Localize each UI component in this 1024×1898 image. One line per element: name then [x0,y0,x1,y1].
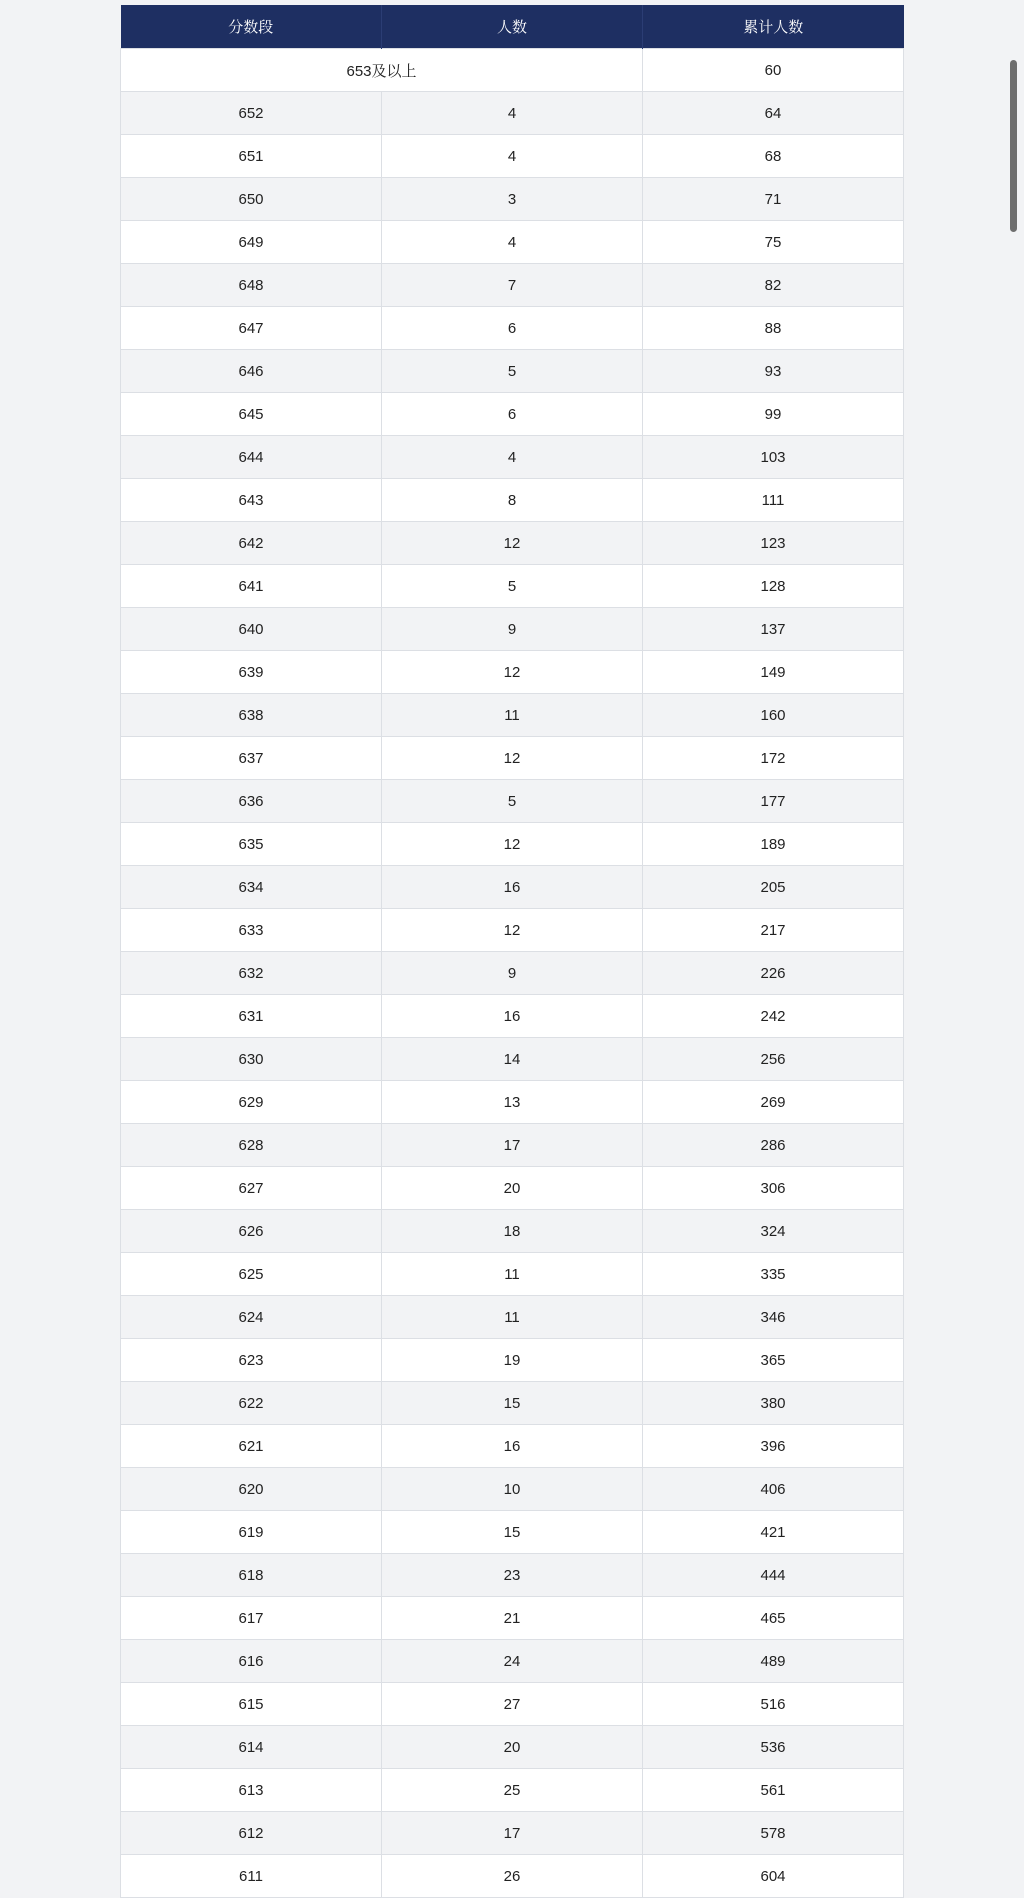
cell-cumulative: 189 [643,823,904,866]
cell-cumulative: 137 [643,608,904,651]
cell-cumulative: 64 [643,92,904,135]
cell-count: 4 [382,436,643,479]
cell-count: 23 [382,1554,643,1597]
cell-cumulative: 335 [643,1253,904,1296]
table-row [121,178,904,221]
cell-count: 6 [382,307,643,350]
cell-score: 612 [121,1812,382,1855]
cell-cumulative: 149 [643,651,904,694]
cell-score: 615 [121,1683,382,1726]
cell-score: 631 [121,995,382,1038]
cell-score: 645 [121,393,382,436]
table-row [121,1511,904,1554]
cell-score: 639 [121,651,382,694]
table-row [121,565,904,608]
cell-count: 12 [382,737,643,780]
table-row [121,436,904,479]
cell-count: 16 [382,866,643,909]
cell-score: 633 [121,909,382,952]
cell-cumulative: 324 [643,1210,904,1253]
cell-count: 16 [382,995,643,1038]
cell-count: 4 [382,221,643,264]
cell-cumulative: 88 [643,307,904,350]
table-body [121,49,904,1898]
cell-count: 25 [382,1769,643,1812]
cell-count: 9 [382,952,643,995]
table-row [121,307,904,350]
cell-score: 620 [121,1468,382,1511]
cell-score: 641 [121,565,382,608]
cell-cumulative: 444 [643,1554,904,1597]
cell-count: 6 [382,393,643,436]
table-row [121,651,904,694]
cell-score: 624 [121,1296,382,1339]
cell-count: 16 [382,1425,643,1468]
table-row [121,1640,904,1683]
cell-score: 640 [121,608,382,651]
cell-score: 634 [121,866,382,909]
cell-count: 12 [382,909,643,952]
cell-count: 5 [382,780,643,823]
table-row [121,737,904,780]
score-distribution-table [120,5,904,1898]
cell-cumulative: 380 [643,1382,904,1425]
table-row [121,1554,904,1597]
cell-cumulative: 128 [643,565,904,608]
cell-score: 644 [121,436,382,479]
cell-count: 17 [382,1124,643,1167]
cell-cumulative: 604 [643,1855,904,1898]
cell-count: 11 [382,1296,643,1339]
cell-count: 27 [382,1683,643,1726]
cell-score-top: 653及以上 [121,49,643,92]
cell-score: 632 [121,952,382,995]
table-row [121,1081,904,1124]
table-row [121,866,904,909]
table-row [121,135,904,178]
table-row [121,1468,904,1511]
cell-score: 613 [121,1769,382,1812]
cell-score: 636 [121,780,382,823]
table-row [121,995,904,1038]
table-row [121,1769,904,1812]
table-row [121,1382,904,1425]
table-row [121,1253,904,1296]
cell-cumulative: 205 [643,866,904,909]
cell-count: 11 [382,694,643,737]
cell-cumulative: 111 [643,479,904,522]
table-row [121,608,904,651]
cell-cumulative-top: 60 [643,49,904,92]
cell-score: 630 [121,1038,382,1081]
cell-count: 4 [382,135,643,178]
cell-score: 627 [121,1167,382,1210]
table-row [121,1683,904,1726]
cell-count: 19 [382,1339,643,1382]
cell-count: 14 [382,1038,643,1081]
cell-score: 635 [121,823,382,866]
cell-cumulative: 177 [643,780,904,823]
cell-cumulative: 536 [643,1726,904,1769]
cell-cumulative: 172 [643,737,904,780]
cell-cumulative: 217 [643,909,904,952]
table-header-row [121,5,904,49]
cell-count: 21 [382,1597,643,1640]
cell-score: 628 [121,1124,382,1167]
cell-count: 3 [382,178,643,221]
cell-score: 626 [121,1210,382,1253]
cell-score: 648 [121,264,382,307]
cell-count: 7 [382,264,643,307]
table-row [121,1597,904,1640]
cell-cumulative: 75 [643,221,904,264]
table-row [121,1296,904,1339]
cell-count: 9 [382,608,643,651]
cell-count: 26 [382,1855,643,1898]
cell-cumulative: 103 [643,436,904,479]
cell-count: 5 [382,350,643,393]
cell-cumulative: 421 [643,1511,904,1554]
table-row [121,92,904,135]
table-row [121,909,904,952]
cell-score: 621 [121,1425,382,1468]
cell-score: 647 [121,307,382,350]
cell-score: 625 [121,1253,382,1296]
cell-score: 622 [121,1382,382,1425]
cell-cumulative: 99 [643,393,904,436]
cell-cumulative: 93 [643,350,904,393]
table-row [121,1425,904,1468]
score-table-container [120,5,904,1898]
table-row [121,1210,904,1253]
header-count: 人数 [382,5,643,49]
table-row [121,823,904,866]
table-row [121,1124,904,1167]
cell-score: 617 [121,1597,382,1640]
header-cumulative: 累计人数 [643,5,904,49]
cell-cumulative: 286 [643,1124,904,1167]
cell-score: 649 [121,221,382,264]
cell-score: 614 [121,1726,382,1769]
cell-count: 15 [382,1511,643,1554]
cell-score: 652 [121,92,382,135]
cell-score: 643 [121,479,382,522]
cell-count: 17 [382,1812,643,1855]
cell-cumulative: 561 [643,1769,904,1812]
table-row [121,221,904,264]
cell-count: 20 [382,1167,643,1210]
table-row [121,1167,904,1210]
cell-count: 5 [382,565,643,608]
cell-count: 15 [382,1382,643,1425]
table-row [121,952,904,995]
cell-cumulative: 123 [643,522,904,565]
cell-count: 20 [382,1726,643,1769]
cell-count: 12 [382,651,643,694]
table-row [121,393,904,436]
cell-count: 8 [382,479,643,522]
vertical-scrollbar[interactable] [1010,60,1018,1820]
table-row [121,1339,904,1382]
cell-cumulative: 71 [643,178,904,221]
table-row [121,1038,904,1081]
table-row [121,694,904,737]
cell-count: 18 [382,1210,643,1253]
table-row [121,780,904,823]
table-row [121,264,904,307]
cell-cumulative: 396 [643,1425,904,1468]
cell-score: 611 [121,1855,382,1898]
cell-count: 12 [382,823,643,866]
cell-cumulative: 226 [643,952,904,995]
table-row [121,522,904,565]
cell-cumulative: 406 [643,1468,904,1511]
cell-score: 638 [121,694,382,737]
cell-score: 623 [121,1339,382,1382]
cell-count: 11 [382,1253,643,1296]
cell-cumulative: 242 [643,995,904,1038]
cell-cumulative: 489 [643,1640,904,1683]
table-row [121,479,904,522]
cell-cumulative: 306 [643,1167,904,1210]
cell-cumulative: 465 [643,1597,904,1640]
cell-cumulative: 346 [643,1296,904,1339]
cell-count: 13 [382,1081,643,1124]
cell-count: 10 [382,1468,643,1511]
cell-cumulative: 82 [643,264,904,307]
cell-count: 12 [382,522,643,565]
cell-score: 651 [121,135,382,178]
table-row [121,1812,904,1855]
cell-cumulative: 68 [643,135,904,178]
cell-cumulative: 269 [643,1081,904,1124]
cell-score: 618 [121,1554,382,1597]
header-score-range: 分数段 [121,5,382,49]
cell-count: 24 [382,1640,643,1683]
table-row-top [121,49,904,92]
cell-score: 629 [121,1081,382,1124]
table-header [121,5,904,49]
cell-score: 642 [121,522,382,565]
cell-cumulative: 516 [643,1683,904,1726]
cell-score: 646 [121,350,382,393]
table-row [121,350,904,393]
cell-score: 637 [121,737,382,780]
table-row [121,1855,904,1898]
cell-score: 616 [121,1640,382,1683]
cell-count: 4 [382,92,643,135]
cell-score: 619 [121,1511,382,1554]
table-row [121,1726,904,1769]
scrollbar-thumb[interactable] [1010,60,1017,232]
cell-cumulative: 256 [643,1038,904,1081]
cell-cumulative: 365 [643,1339,904,1382]
cell-cumulative: 160 [643,694,904,737]
cell-cumulative: 578 [643,1812,904,1855]
cell-score: 650 [121,178,382,221]
